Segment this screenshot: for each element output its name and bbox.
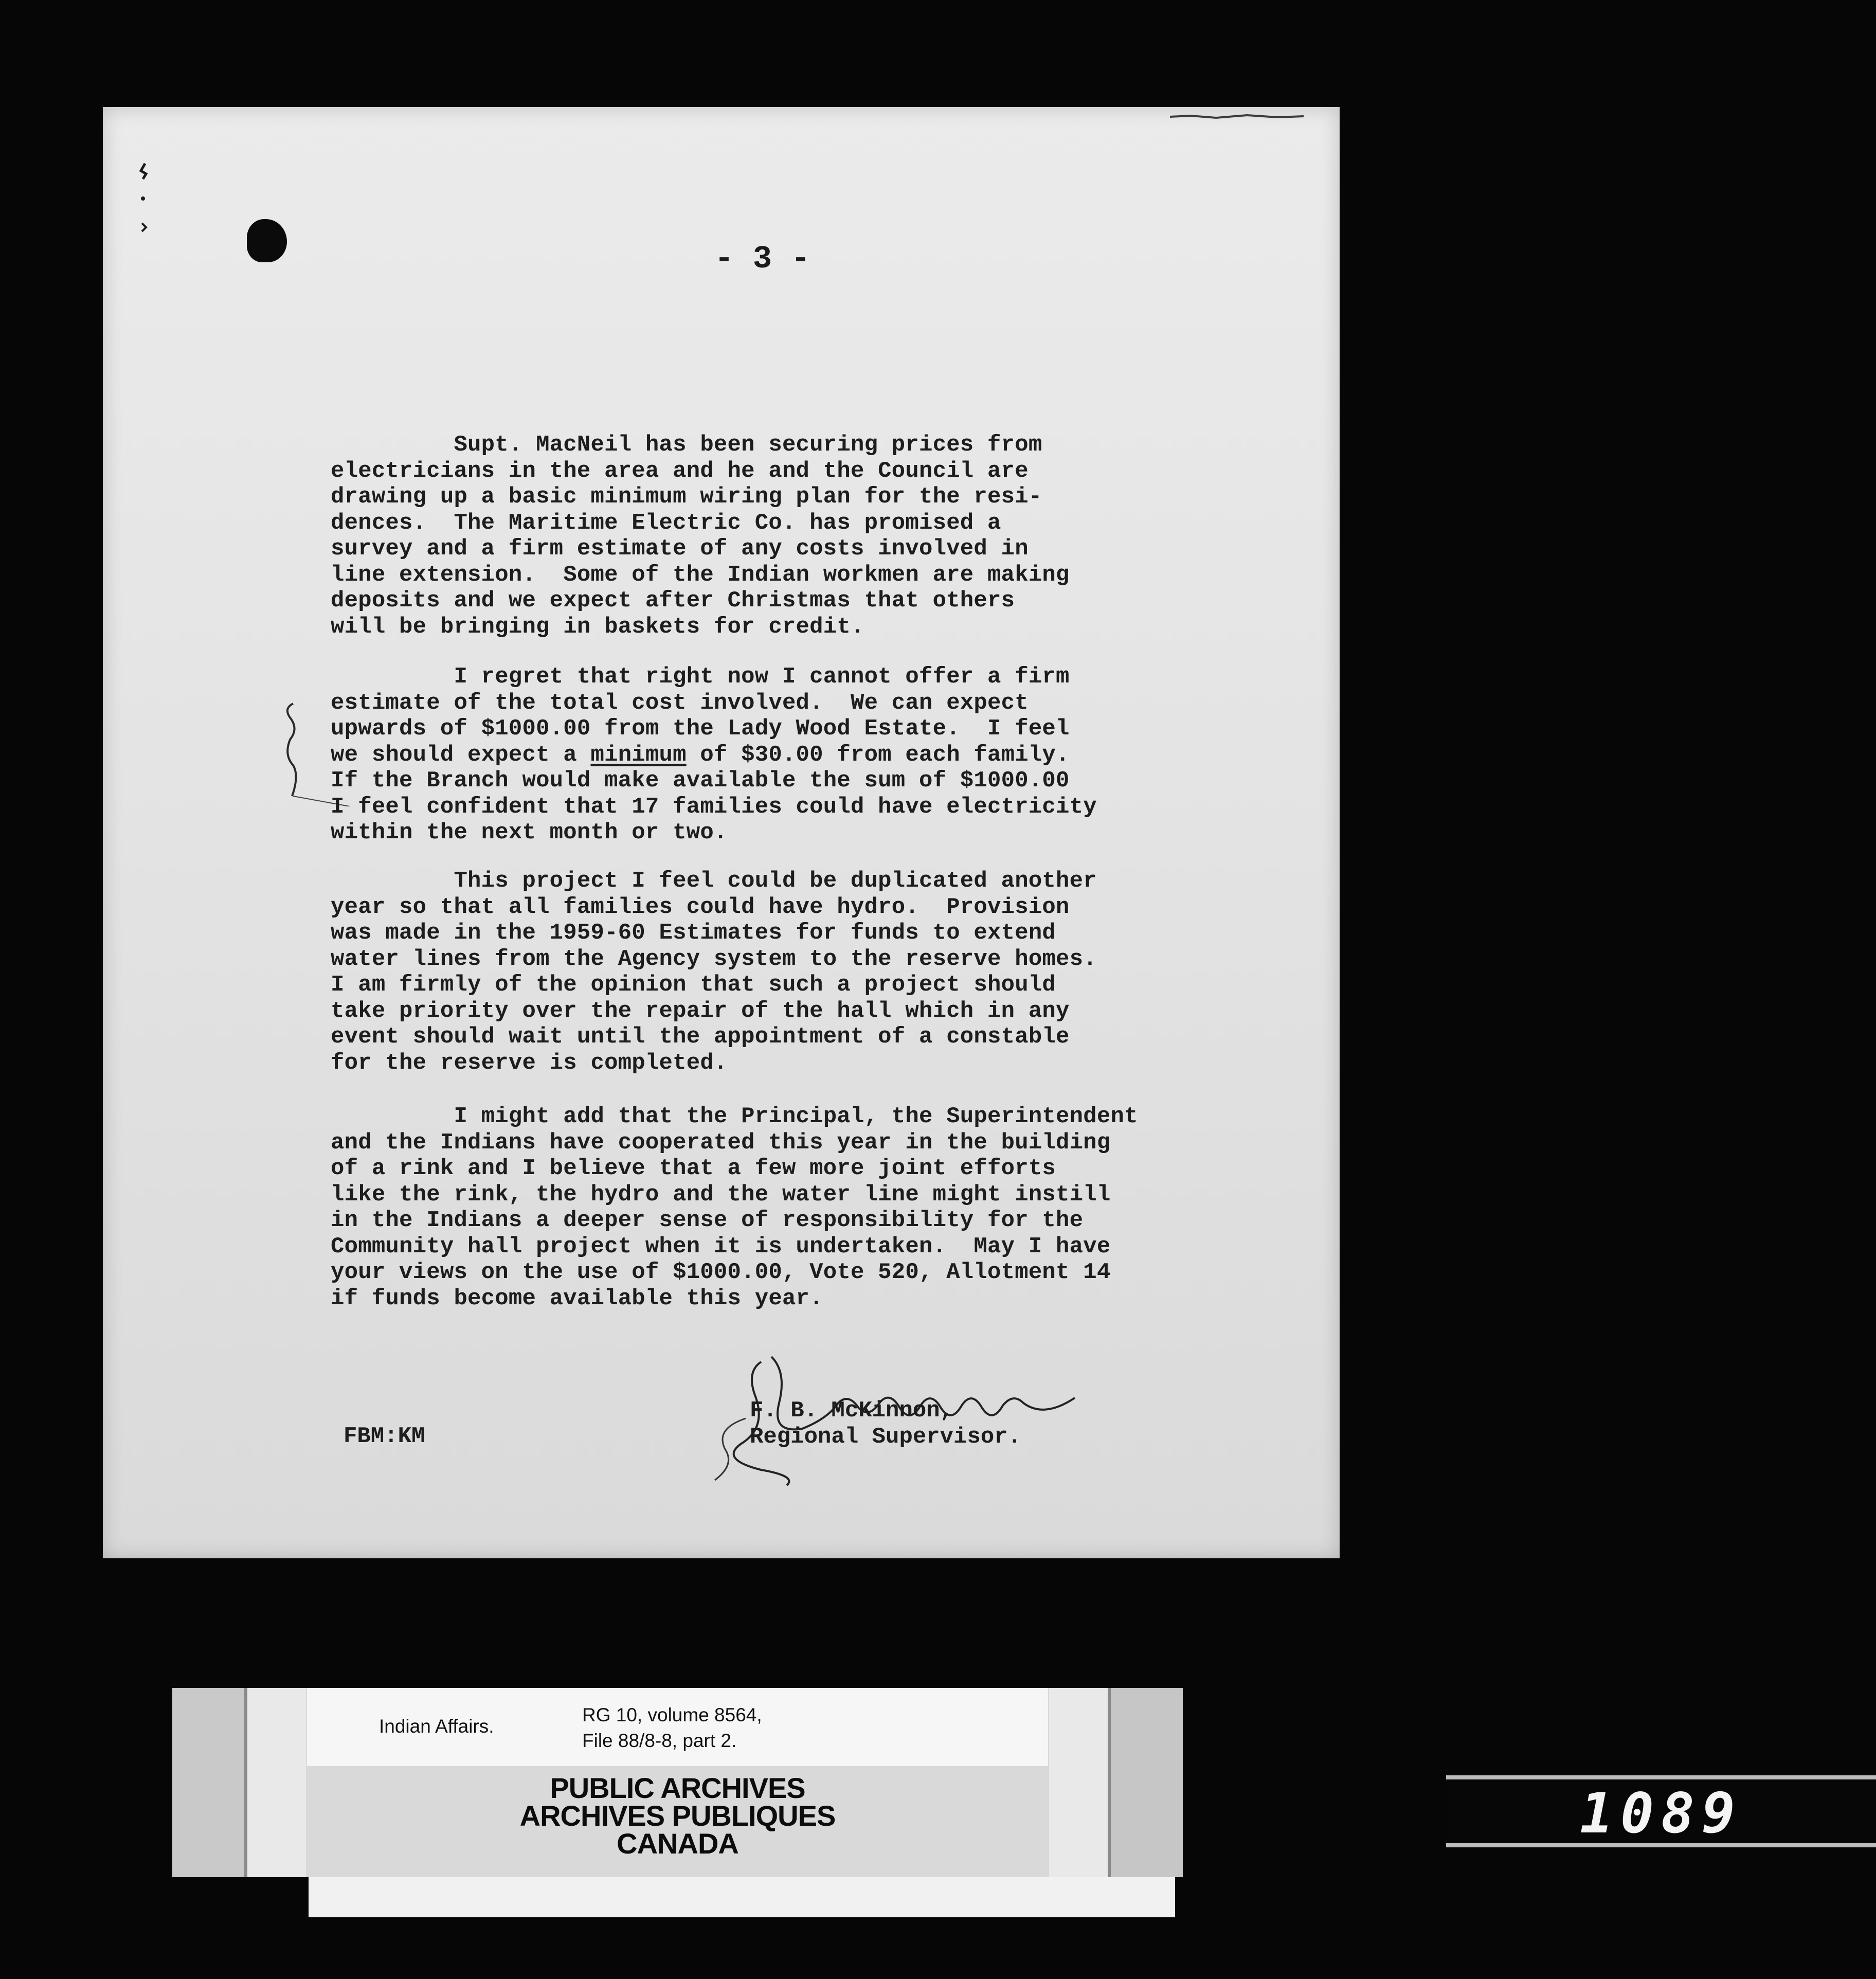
text-line: upwards of $1000.00 from the Lady Wood Estate. I feel [331, 716, 1070, 742]
archives-title-english: PUBLIC ARCHIVES [550, 1772, 805, 1804]
text-line: If the Branch would make available the sum of $1000.00 [331, 768, 1070, 794]
text-line: line extension. Some of the Indian workmen are making [331, 562, 1070, 588]
paragraph-wiring-plan [331, 432, 1297, 640]
archive-reference-card [307, 1688, 1048, 1766]
underlined-word: minimum [590, 742, 687, 768]
text-line: your views on the use of $1000.00, Vote 520, Allotment 14 [331, 1260, 1111, 1285]
archives-title-country: CANADA [617, 1827, 738, 1860]
text-line: Supt. MacNeil has been securing prices from [331, 432, 1042, 458]
text-line: Community hall project when it is undertaken. May I have [331, 1233, 1111, 1260]
text-line: I feel confident that 17 families could have electricity [331, 794, 1097, 820]
letter-page [103, 107, 1340, 1558]
text-line: deposits and we expect after Christmas that others [331, 588, 1015, 614]
signatory-title: Regional Supervisor. [750, 1424, 1022, 1450]
archive-label-strip [172, 1688, 1183, 1877]
text-line: and the Indians have cooperated this year in the building [331, 1129, 1111, 1156]
paragraph-water-lines [331, 868, 1297, 1076]
paragraph-joint-efforts [331, 1104, 1297, 1311]
text-line: for the reserve is completed. [331, 1050, 728, 1076]
page-number: - 3 - [714, 241, 810, 277]
page-edge-marks [134, 158, 154, 246]
text-run: we should expect a [331, 742, 591, 768]
text-line: in the Indians a deeper sense of responsibility for the [331, 1208, 1084, 1233]
text-line: like the rink, the hydro and the water line might instill [331, 1181, 1111, 1208]
signature-block [750, 1398, 1021, 1450]
text-line: water lines from the Agency system to the reserve homes. [331, 946, 1097, 972]
text-line: take priority over the repair of the hall which in any [331, 998, 1070, 1024]
record-group-volume: RG 10, volume 8564, [582, 1704, 762, 1725]
label-bottom-bar [309, 1877, 1175, 1917]
text-line: survey and a firm estimate of any costs involved in [331, 536, 1029, 562]
text-line: if funds become available this year. [331, 1285, 823, 1311]
text-line: This project I feel could be duplicated another [331, 868, 1097, 894]
edge-scratch-mark [1170, 113, 1304, 120]
text-line: I am firmly of the opinion that such a project should [331, 972, 1056, 998]
department-label: Indian Affairs. [379, 1716, 494, 1737]
reference-initials: FBM:KM [344, 1424, 425, 1449]
paragraph-cost-estimate [331, 664, 1297, 846]
text-run: of $30.00 from each family. [686, 742, 1070, 768]
text-line: electricians in the area and he and the Council are [331, 458, 1029, 484]
text-line [331, 742, 1297, 768]
text-line: I regret that right now I cannot offer a firm [331, 664, 1070, 690]
text-line: was made in the 1959-60 Estimates for funds to extend [331, 920, 1056, 946]
text-line: within the next month or two. [331, 820, 728, 845]
text-line: year so that all families could have hydro. Provision [331, 894, 1070, 920]
file-reference: File 88/8-8, part 2. [582, 1730, 737, 1751]
text-line: drawing up a basic minimum wiring plan for the resi- [331, 484, 1042, 510]
archives-title [172, 1774, 1183, 1858]
frame-counter [1446, 1775, 1876, 1847]
text-line: event should wait until the appointment of a constable [331, 1024, 1070, 1050]
text-line: I might add that the Principal, the Superintendent [331, 1104, 1138, 1129]
text-line: dences. The Maritime Electric Co. has promised a [331, 510, 1001, 536]
text-line: will be bringing in baskets for credit. [331, 614, 864, 640]
signatory-name: F. B. McKinnon, [750, 1398, 954, 1424]
text-line: estimate of the total cost involved. We can expect [331, 690, 1029, 716]
archives-title-french: ARCHIVES PUBLIQUES [519, 1800, 836, 1832]
text-line: of a rink and I believe that a few more joint efforts [331, 1156, 1056, 1181]
frame-number: 1089 [1579, 1782, 1743, 1846]
